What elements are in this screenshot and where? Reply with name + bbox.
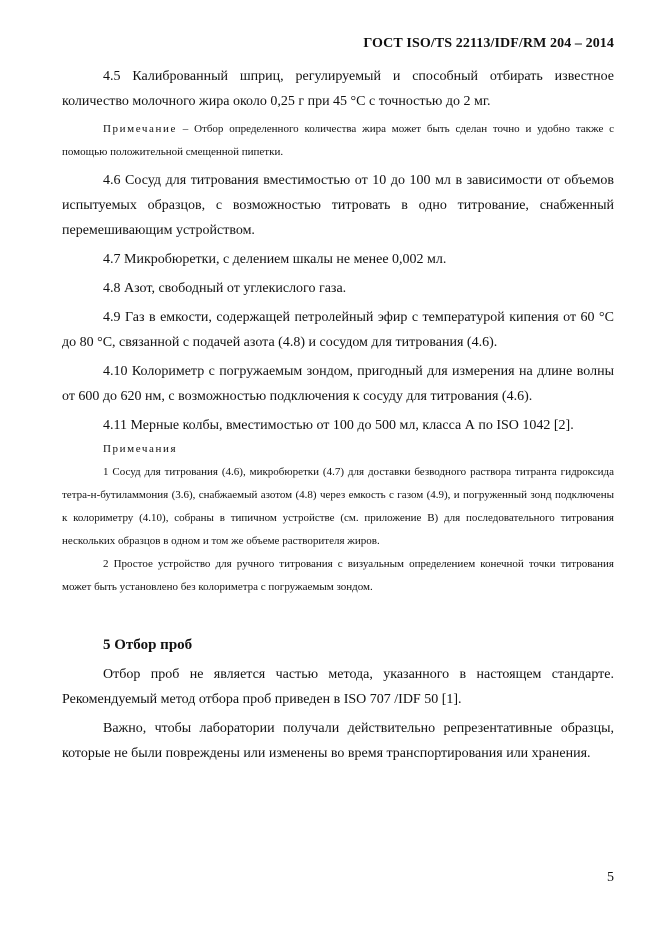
clause-4-11: 4.11 Мерные колбы, вместимостью от 100 до 500 мл, класса А по ISO 1042 [2]. <box>103 418 574 433</box>
clause-4-8: 4.8 Азот, свободный от углекислого газа. <box>103 281 347 296</box>
clause-4-5: 4.5 Калиброванный шприц, регулируемый и способный отбирать известное количество молочного жира около 0,25 г при 45 °С с точностью до 2 мг. <box>62 69 614 109</box>
note-4-5 <box>62 118 614 164</box>
note-2: 2 Простое устройство для ручного титрования с визуальным определением конечной точки титрования может быть установлено без колориметра с погружаемым зондом. <box>62 558 614 593</box>
clause-4-7: 4.7 Микробюретки, с делением шкалы не менее 0,002 мл. <box>103 252 447 267</box>
note-label: Примечание <box>103 123 177 135</box>
section-5-title: 5 Отбор проб <box>103 637 193 653</box>
note-text: – Отбор определенного количества жира может быть сделан точно и удобно также с помощью положительной смещенной пипетки. <box>62 123 614 158</box>
note-1: 1 Сосуд для титрования (4.6), микробюретки (4.7) для доставки безводного раствора титранта гидроксида тетра-н-бутиламмония (3.6), снабжаемый азотом (4.8) через емкость с газом (4.9), и погруженный зонд подключены к колориметру (4.10), собраны в типичном устройстве (см. приложение В) для последовательного титрования нескольких образцов в одном и том же объеме растворителя жиров. <box>62 466 614 547</box>
page-number: 5 <box>607 870 614 885</box>
document-header: ГОСТ ISO/TS 22113/IDF/RM 204 – 2014 <box>363 36 614 51</box>
section-5-paragraph-1: Отбор проб не является частью метода, указанного в настоящем стандарте. Рекомендуемый метод отбора проб приведен в ISO 707 /IDF 50 [1]. <box>62 667 614 707</box>
clause-4-10: 4.10 Колориметр с погружаемым зондом, пригодный для измерения на длине волны от 600 до 620 нм, с возможностью подключения к сосуду для титрования (4.6). <box>62 364 614 404</box>
clause-4-9: 4.9 Газ в емкости, содержащей петролейный эфир с температурой кипения от 60 °С до 80 °С, связанной с подачей азота (4.8) и сосудом для титрования (4.6). <box>62 310 614 350</box>
page-content <box>62 64 614 766</box>
section-5-paragraph-2: Важно, чтобы лаборатории получали действительно репрезентативные образцы, которые не были повреждены или изменены во время транспортирования или хранения. <box>62 721 614 761</box>
notes-heading: Примечания <box>103 443 178 455</box>
clause-4-6: 4.6 Сосуд для титрования вместимостью от 10 до 100 мл в зависимости от объемов испытуемых образцов, с возможностью титровать в одно титрование, снабженный перемешивающим устройством. <box>62 173 614 238</box>
